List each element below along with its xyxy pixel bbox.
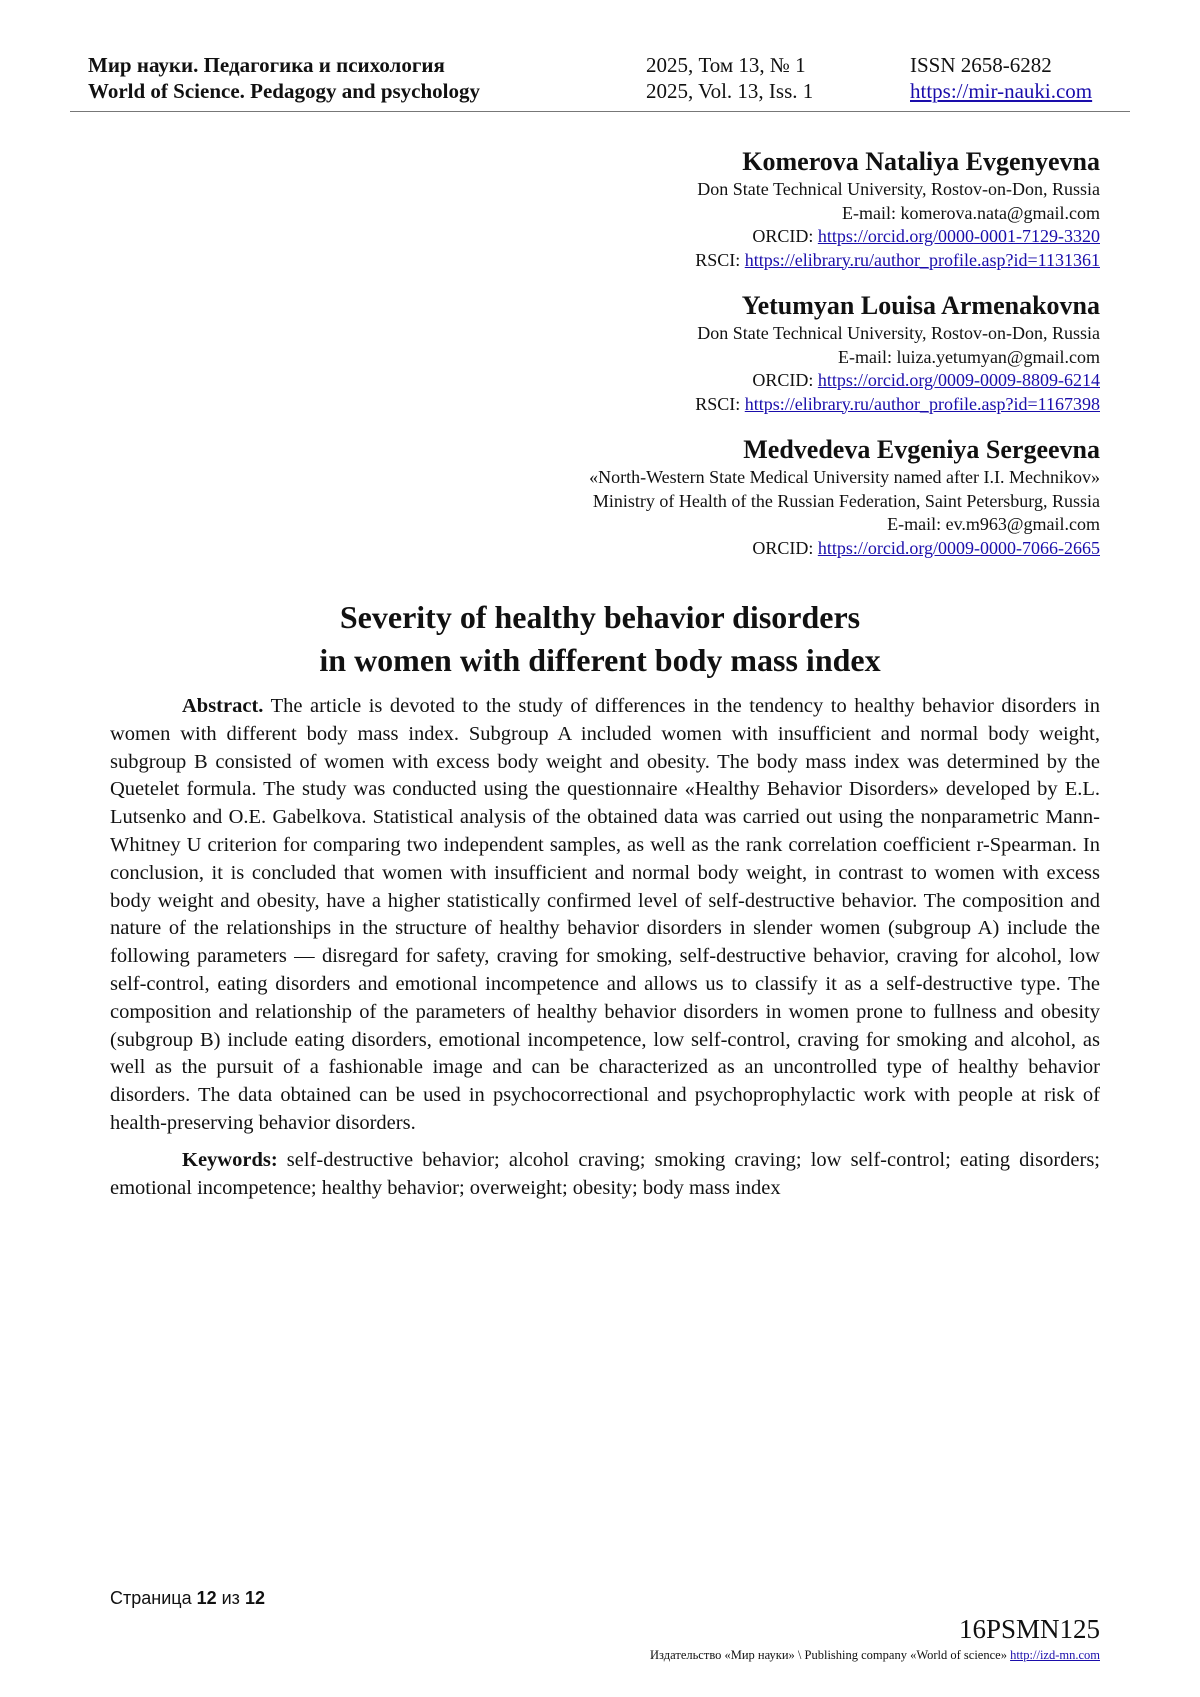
author-1 xyxy=(400,146,1100,272)
rsci-label: RSCI: xyxy=(695,393,745,414)
rsci-link[interactable]: https://elibrary.ru/author_profile.asp?id=1131361 xyxy=(744,249,1100,270)
rsci-link[interactable]: https://elibrary.ru/author_profile.asp?id=1167398 xyxy=(744,393,1100,414)
authors-block xyxy=(400,146,1100,578)
author-name: Komerova Nataliya Evgenyevna xyxy=(742,147,1100,176)
issue-info-en: 2025, Vol. 13, Iss. 1 xyxy=(646,79,814,103)
page-prefix: Страница xyxy=(110,1588,197,1608)
journal-title-en: World of Science. Pedagogy and psychology xyxy=(88,79,481,103)
issue-info-ru: 2025, Том 13, № 1 xyxy=(646,53,806,77)
page-number xyxy=(110,1588,265,1609)
journal-title-ru: Мир науки. Педагогика и психология xyxy=(88,53,445,77)
header-row-ru xyxy=(88,52,1120,78)
author-affiliation: Don State Technical University, Rostov-on-Don, Russia xyxy=(697,323,1100,343)
journal-site-link[interactable]: https://mir-nauki.com xyxy=(910,79,1093,103)
author-orcid xyxy=(400,225,1100,249)
author-affiliation: «North-Western State Medical University named after I.I. Mechnikov» xyxy=(589,467,1100,487)
author-email: E-mail: luiza.yetumyan@gmail.com xyxy=(837,346,1100,367)
article-code: 16PSMN125 xyxy=(958,1614,1100,1644)
author-orcid xyxy=(400,537,1100,561)
orcid-label: ORCID: xyxy=(752,370,818,390)
header-divider xyxy=(70,111,1130,112)
author-2 xyxy=(400,290,1100,416)
publisher-line xyxy=(650,1648,1100,1663)
author-name: Yetumyan Louisa Armenakovna xyxy=(741,291,1100,320)
author-rsci xyxy=(400,249,1100,273)
orcid-link[interactable]: https://orcid.org/0009-0000-7066-2665 xyxy=(817,537,1100,558)
author-affiliation: Don State Technical University, Rostov-on-Don, Russia xyxy=(697,179,1100,199)
author-email: E-mail: komerova.nata@gmail.com xyxy=(842,202,1100,223)
abstract-label: Abstract. xyxy=(182,695,264,717)
header-row-en xyxy=(88,78,1120,104)
journal-header xyxy=(88,52,1120,104)
page-middle: из xyxy=(216,1588,245,1608)
keywords-paragraph xyxy=(110,1147,1100,1203)
paper-title xyxy=(100,596,1100,682)
page-total: 12 xyxy=(244,1588,265,1608)
author-orcid xyxy=(400,369,1100,393)
abstract-text: The article is devoted to the study of differences in the tendency to healthy behavior disorders in women with different body mass index. Subgroup A included women with insufficient and normal body weight, subgroup B consisted of women with excess body weight and obesity. The body mass index was determined by the Quetelet formula. The study was conducted using the questionnaire «Healthy Behavior Disorders» developed by E.L. Lutsenko and O.E. Gabelkova. Statistical analysis of the obtained data was carried out using the nonparametric Mann-Whitney U criterion for comparing two independent samples, as well as the rank correlation coefficient r-Spearman. In conclusion, it is concluded that women with insufficient and normal body weight, in contrast to women with excess body weight and obesity, have a higher statistically confirmed level of self-destructive behavior. The composition and nature of the relationships in the structure of healthy behavior disorders in slender women (subgroup A) include the following parameters — disregard for safety, craving for smoking, self-destructive behavior, craving for alcohol, low self-control, eating disorders and emotional incompetence and allows us to classify it as a self-destructive type. The composition and relationship of the parameters of healthy behavior disorders in women prone to fullness and obesity (subgroup B) include eating disorders, emotional incompetence, low self-control, craving for smoking and alcohol, as well as the pursuit of a fashionable image and can be characterized as an uncontrolled type of healthy behavior disorders. The data obtained can be used in psychocorrectional and psychoprophylactic work with people at risk of health-preserving behavior disorders. xyxy=(110,695,1100,1134)
abstract-paragraph xyxy=(110,693,1100,1138)
author-email: E-mail: ev.m963@gmail.com xyxy=(887,514,1100,534)
orcid-label: ORCID: xyxy=(752,226,818,246)
issn: ISSN 2658-6282 xyxy=(910,53,1052,77)
author-affiliation: Ministry of Health of the Russian Federation, Saint Petersburg, Russia xyxy=(592,490,1100,511)
title-line-1: Severity of healthy behavior disorders xyxy=(339,599,861,635)
rsci-label: RSCI: xyxy=(695,249,745,270)
orcid-link[interactable]: https://orcid.org/0009-0009-8809-6214 xyxy=(817,370,1100,390)
title-line-2: in women with different body mass index xyxy=(319,642,881,678)
keywords-label: Keywords: xyxy=(182,1148,278,1171)
publisher-text: Издательство «Мир науки» \ Publishing company «World of science» xyxy=(650,1648,1011,1662)
author-name: Medvedeva Evgeniya Sergeevna xyxy=(743,435,1100,464)
author-3 xyxy=(400,434,1100,560)
publisher-link[interactable]: http://izd-mn.com xyxy=(1010,1648,1100,1662)
page-current: 12 xyxy=(196,1588,217,1608)
keywords-text: self-destructive behavior; alcohol craving; smoking craving; low self-control; eating disorders; emotional incompetence; healthy behavior; overweight; obesity; body mass index xyxy=(110,1148,1100,1199)
author-rsci xyxy=(400,393,1100,417)
abstract-section xyxy=(110,693,1100,1202)
orcid-label: ORCID: xyxy=(752,537,818,558)
orcid-link[interactable]: https://orcid.org/0000-0001-7129-3320 xyxy=(817,226,1100,246)
